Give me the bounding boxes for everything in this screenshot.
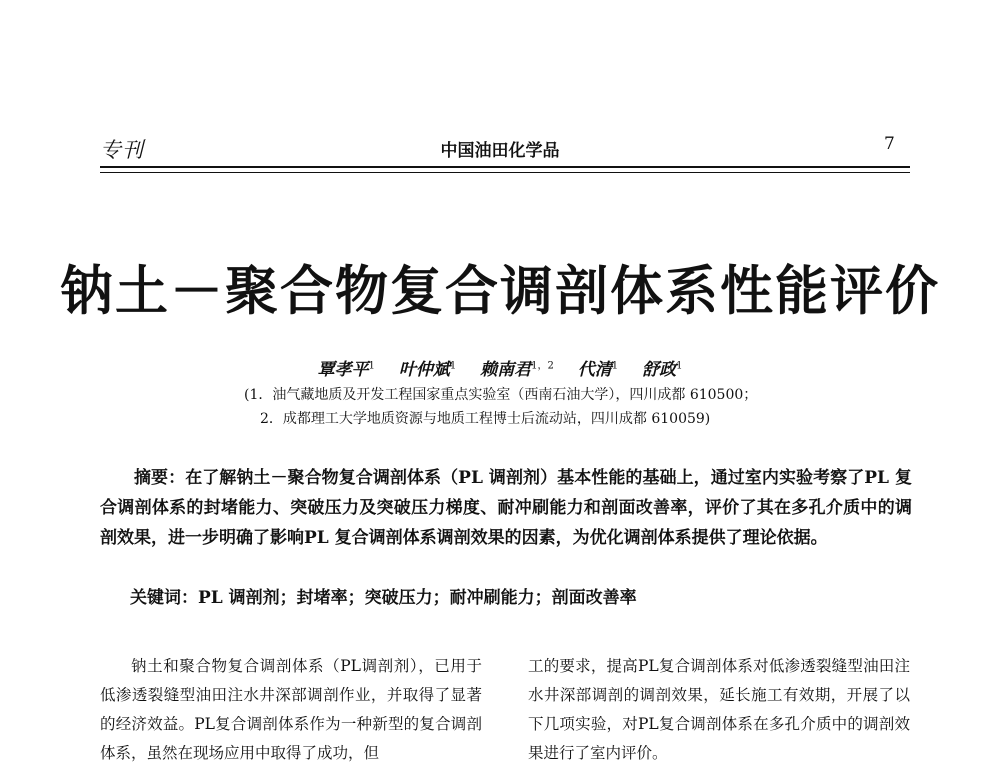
- author: 舒政$^1$: [642, 360, 683, 380]
- affiliation-2: 2．成都理工大学地质资源与地质工程博士后流动站，四川成都 610059): [260, 411, 711, 427]
- author: 叶仲斌$^1$: [398, 360, 457, 380]
- abstract-label: 摘要：: [134, 468, 186, 488]
- keywords-label: 关键词：: [130, 588, 198, 608]
- header-rule-thin: [100, 172, 910, 173]
- paper-title: 钠土－聚合物复合调剖体系性能评价: [60, 261, 940, 322]
- abstract-text: 在了解钠土－聚合物复合调剖体系（PL 调剖剂）基本性能的基础上，通过室内实验考察了PL 复合调剖体系的封堵能力、突破压力及突破压力梯度、耐冲刷能力和剖面改善率，评价了其在多孔介质中的调剖效果，进一步明确了影响PL 复合调剖体系调剖效果的因素，为优化调剖体系提供了理论依据。: [100, 468, 912, 548]
- body-column-right: 工的要求，提高PL复合调剖体系对低渗透裂缝型油田注水井深部调剖的调剖效果，延长施工有效期，开展了以下几项实验，对PL复合调剖体系在多孔介质中的调剖效果进行了室内评价。: [528, 657, 910, 762]
- abstract: [100, 463, 912, 553]
- author-list: [0, 355, 1000, 380]
- page-number: 7: [884, 134, 895, 154]
- affiliation-1: (1．油气藏地质及开发工程国家重点实验室（西南石油大学），四川成都 610500；: [244, 387, 758, 403]
- header-rule-thick: [100, 166, 910, 168]
- keywords: [130, 583, 637, 608]
- body-column-left: 钠土和聚合物复合调剖体系（PL调剖剂），已用于低渗透裂缝型油田注水井深部调剖作业，并取得了显著的经济效益。PL复合调剖体系作为一种新型的复合调剖体系，虽然在现场应用中取得了成功，但: [100, 657, 482, 762]
- journal-name: 中国油田化学品: [440, 141, 560, 161]
- author: 赖南君$^{1,2}$: [480, 360, 554, 380]
- author: 代清$^1$: [577, 360, 619, 380]
- keywords-text: PL 调剖剂；封堵率；突破压力；耐冲刷能力；剖面改善率: [198, 588, 637, 608]
- author: 覃孝平$^1$: [317, 360, 375, 380]
- section-label: 专刊: [100, 138, 144, 162]
